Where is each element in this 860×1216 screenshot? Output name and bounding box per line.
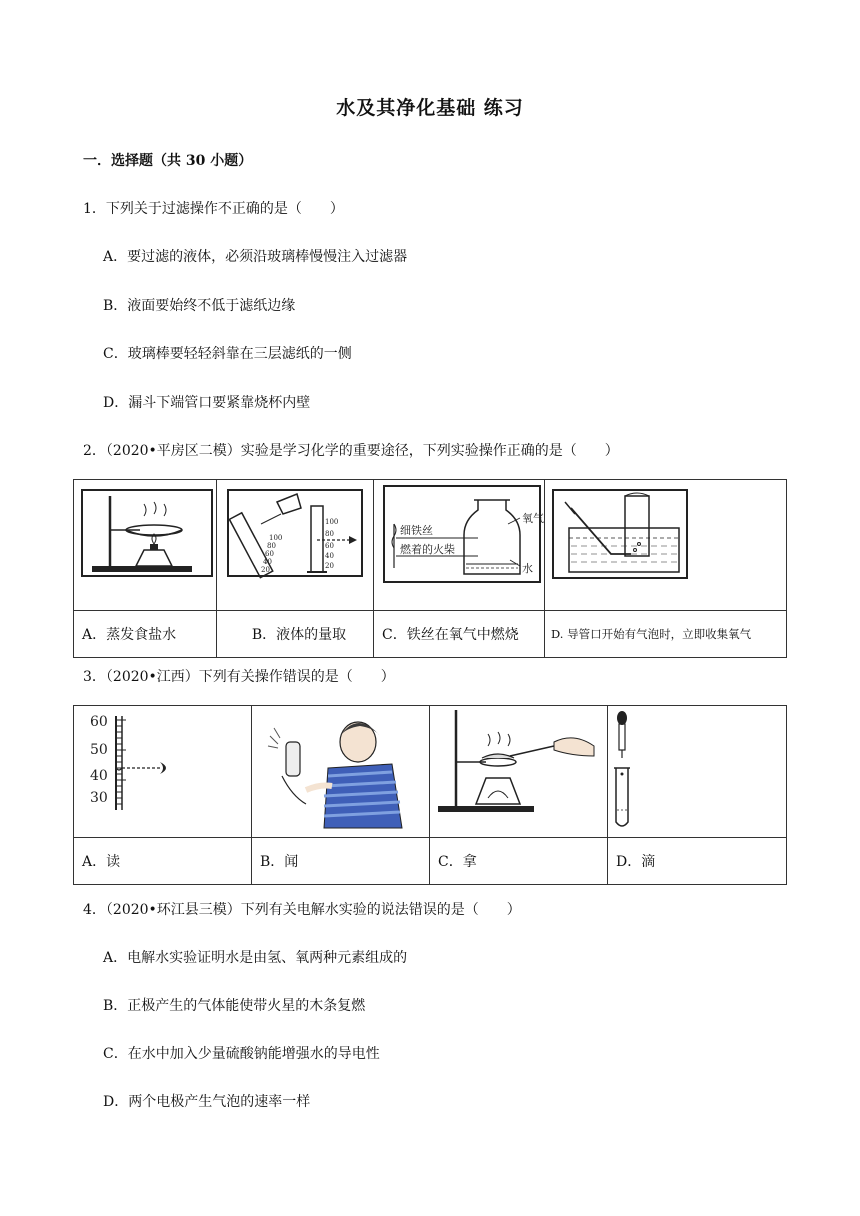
figure-drop-liquid — [608, 706, 787, 838]
question-2-caption-c: C．铁丝在氧气中燃烧 — [374, 611, 545, 658]
question-3-caption-a: A．读 — [74, 838, 252, 885]
cylinder-tick-60-right: 60 — [325, 542, 334, 550]
figure-smell-bottle — [252, 706, 430, 838]
question-3-caption-d: D．滴 — [608, 838, 787, 885]
cylinder-tick-20-right: 20 — [325, 562, 334, 570]
figure-measure-liquid — [217, 480, 374, 611]
question-2-stem: 2．（2020•平房区二模）实验是学习化学的重要途径，下列实验操作正确的是（ ） — [83, 443, 619, 459]
page-title: 水及其净化基础 练习 — [336, 97, 524, 119]
figure-read-scale — [74, 706, 252, 838]
cylinder-tick-100-left: 100 — [269, 534, 283, 542]
label-oxygen: 氧气 — [522, 512, 544, 525]
question-4-stem: 4．（2020•环江县三模）下列有关电解水实验的说法错误的是（ ） — [83, 902, 521, 918]
question-2-figure-table — [73, 479, 787, 658]
question-2-caption-a: A．蒸发食盐水 — [74, 611, 217, 658]
figure-gas-collection — [545, 480, 787, 611]
scale-label-50: 50 — [90, 742, 108, 758]
question-3-caption-c: C．拿 — [430, 838, 608, 885]
figure-evaporation — [74, 480, 217, 611]
question-1-option-d: D．漏斗下端管口要紧靠烧杯内壁 — [103, 395, 311, 411]
scale-label-40: 40 — [90, 768, 108, 784]
cylinder-tick-40-right: 40 — [325, 552, 334, 560]
cylinder-tick-80-left: 80 — [267, 542, 276, 550]
question-4-option-b: B．正极产生的气体能使带火星的木条复燃 — [103, 998, 366, 1014]
label-fine-iron-wire: 细铁丝 — [400, 524, 433, 537]
figure-iron-wire-burning — [374, 480, 545, 611]
figure-hold-evaporating-dish — [430, 706, 608, 838]
question-4-option-d: D．两个电极产生气泡的速率一样 — [103, 1094, 311, 1110]
question-4-option-a: A．电解水实验证明水是由氢、氧两种元素组成的 — [103, 950, 408, 966]
question-3-figure-table — [73, 705, 787, 885]
cylinder-tick-40-left: 40 — [263, 558, 272, 566]
question-3-caption-b: B．闻 — [252, 838, 430, 885]
scale-label-30: 30 — [90, 790, 108, 806]
cylinder-tick-20-left: 20 — [261, 566, 270, 574]
label-burning-match: 燃着的火柴 — [400, 543, 455, 556]
question-2-caption-d: D. 导管口开始有气泡时，立即收集氧气 — [545, 611, 787, 658]
scale-label-60: 60 — [90, 714, 108, 730]
label-water: 水 — [522, 562, 533, 575]
question-1-option-b: B．液面要始终不低于滤纸边缘 — [103, 298, 296, 314]
question-3-stem: 3．（2020•江西）下列有关操作错误的是（ ） — [83, 669, 395, 685]
question-1-stem: 1．下列关于过滤操作不正确的是（ ） — [83, 201, 344, 217]
cylinder-tick-80-right: 80 — [325, 530, 334, 538]
cylinder-tick-60-left: 60 — [265, 550, 274, 558]
question-1-option-c: C．玻璃棒要轻轻斜靠在三层滤纸的一侧 — [103, 346, 352, 362]
section-heading: 一．选择题（共 30 小题） — [83, 153, 253, 169]
cylinder-tick-100-right: 100 — [325, 518, 339, 526]
question-2-caption-b: B．液体的量取 — [217, 611, 374, 658]
question-4-option-c: C．在水中加入少量硫酸钠能增强水的导电性 — [103, 1046, 380, 1062]
question-1-option-a: A．要过滤的液体，必须沿玻璃棒慢慢注入过滤器 — [103, 249, 408, 265]
